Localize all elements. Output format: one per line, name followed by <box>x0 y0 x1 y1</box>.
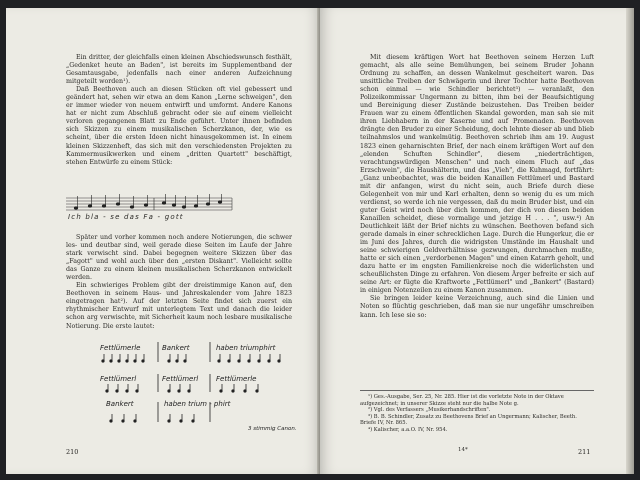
sketch-word: Fettlümerle <box>100 344 141 352</box>
page-edge <box>626 8 634 474</box>
printer-signature: 14* <box>458 447 468 453</box>
canon-sketch-drawing <box>98 340 298 440</box>
left-text-top <box>66 54 292 167</box>
paragraph: Daß Beethoven auch an diesen Stücken oft viel gebessert und geändert hat, sehen wir etwa an dem Kanon „Lerne schweigen", den er immer wieder von neuem entwirft und umformt. Andere Kanons hat er nicht zum Abschluß gebracht oder sie auf einem vielleicht verloren gegangenen Blatt zu Ende geführt. Unter ihnen befinden sich Skizzen zu einem musikalischen Scherzkanon, der, wie es scheint, über die ersten Ideen nicht hinausgekommen ist. In einem kleinen Skizzenheft, das sich mit den verschiedensten Projekten zu Kammermusikwerken und einem „dritten Quartett" beschäftigt, stehen Entwürfe zu einem Stück: <box>66 86 292 166</box>
footnote: ³) B. B. Schindler, Zusatz zu Beethovens Brief an Ungermann; Kalischer, Beeth. Briefe IV, Nr. 865. <box>360 413 577 427</box>
left-text-bottom <box>66 234 292 331</box>
sketch-word: haben trium - phirt <box>164 400 231 408</box>
paragraph: Ein dritter, der gleichfalls einen kleinen Abschiedswunsch festhält, „Gedenket heute an Baden", ist bereits im Supplementband der Gesamtausgabe, jedenfalls nach einer anderen Aufzeichnung mitgeteilt worden¹). <box>66 54 292 86</box>
page-number-right: 211 <box>578 448 591 456</box>
footnote: ²) Vgl. des Verfassers „Musikerhandschriften". <box>368 407 491 414</box>
sketch-word: Bankert <box>106 400 134 408</box>
footnote: ⁴) Kalischer, a.a.O. IV, Nr. 954. <box>368 426 448 433</box>
left-page <box>6 8 320 474</box>
paragraph: Sie bringen leider keine Verzeichnung, auch sind die Linien und Noten so flüchtig geschrieben, daß man sie nur ungefähr umschreiben kann. Ich lese sie so: <box>360 295 594 319</box>
paragraph: Später und vorher kommen noch andere Notierungen, die schwer les- und deutbar sind, weil gerade diese Seiten im Laufe der Jahre stark verwischt sind. Dabei begegnen weitere Skizzen über das „Fagott" und wohl auch über den „ersten Diskant". Vielleicht sollte das Ganze zu einem kleinen musikalischen Scherzkanon entwickelt werden. <box>66 234 292 282</box>
sketch-word: haben triumphirt <box>216 344 276 352</box>
sketch-word: 3 stimmig Canon. <box>248 426 297 432</box>
page-number-left: 210 <box>66 448 79 456</box>
staff-notation <box>66 194 292 230</box>
right-page <box>320 8 634 474</box>
paragraph: Ein schwieriges Problem gibt der dreistimmige Kanon auf, den Beethoven in seinem Haus- und Jahreskalender vom Jahre 1823 eingetragen hat²). Auf der letzten Seite findet sich zuerst ein rhythmischer Entwurf mit unterlegtem Text und danach die leider schon arg verwischte, mit Sicherheit kaum noch lesbare musikalische Notierung. Die erste lautet: <box>66 282 292 330</box>
sketch-word: Fettlümerl <box>100 375 137 383</box>
sketch-word: Fettlümerl <box>162 375 199 383</box>
sketch-word: Fettlümerle <box>216 375 257 383</box>
right-text <box>360 54 594 320</box>
music-example-fagott <box>66 194 292 230</box>
canon-sketch <box>98 340 298 440</box>
music-lyric: Ich bla - se das Fa - gott <box>68 213 184 221</box>
paragraph: Mit diesem kräftigen Wort hat Beethoven seinem Herzen Luft gemacht, als alle seine Bemühungen, bei seinem Bruder Johann Ordnung zu schaffen, an dessen Wankelmut gescheitert waren. Das unsittliche Treiben der Schwägerin und ihrer Tochter hatte Beethoven schon einmal — wie Schindler berichtet³) — veranlaßt, den Polizeikommissar Ungermann zu bitten, ihm bei der Beaufsichtigung und Bereinigung dieser Zustände beizustehen. Das Treiben beider Frauen war zu einem öffentlichen Skandal geworden, man sah sie mit ihren Liebhabern in der Kaserne und auf Promenaden. Beethoven drängte den Bruder zu einer Scheidung, doch lehnte dieser ab und blieb teilnahmslos und wankelmütig. Beethoven schrieb ihm am 19. August 1823 einen geharnischten Brief, der nach einem kräftigen Wort auf den „elenden Schuften Schindler", diesem „niederträchtigen, verachtungswürdigen Menschen" und nach einem Fluch auf „das Erzschwein", die Haushälterin, und das „Vieh", die Kuhmagd, fortfährt: „Ganz unbeobachtet, was die beiden Kanaillen Fettlümerl und Bastard mit dir anfangen, wirst du nicht sein, auch Briefe durch diese Gelegenheit von mir und Karl erhalten, denn so wenig du es um mich verdienst, so werde ich nie vergessen, daß du mein Bruder bist, und ein guter Geist wird noch über dich kommen, der dich von diesen beiden Kanaillen scheidet, diese vormalige und jetzige H . . . ", usw.⁴) An Deutlichkeit läßt der Brief nichts zu wünschen. Beethoven befand sich gerade damals in einer schrecklichen Lage. Durch die Hungerkur, die er im Juni des Jahres, durch die widrigsten Umstände im Haushalt und seine schwierigen Geldverhältnisse gezwungen, durchmachen mußte, hatte er sich einen „verdorbenen Magen" und einen Katarrh geholt, und dazu hatte er im engsten Familienkreise noch die widerlichsten und scheußlichsten Dinge zu erfahren. Von diesem Ärger befreite er sich auf seine Art: er fügte die Kraftworte „Fettlümerl" und „Bankert" (Bastard) in einigen Notenzeilen zu einem Kanon zusammen. <box>360 54 594 295</box>
sketch-word: Bankert <box>162 344 190 352</box>
footnotes <box>360 390 594 434</box>
book-spread <box>6 8 634 474</box>
footnote: ¹) Ges.-Ausgabe, Ser. 25, Nr. 285. Hier ist die vorletzte Note in der Oktave aufgezeichnet; in unserer Skizze steht nur die halbe Note g. <box>360 394 564 407</box>
